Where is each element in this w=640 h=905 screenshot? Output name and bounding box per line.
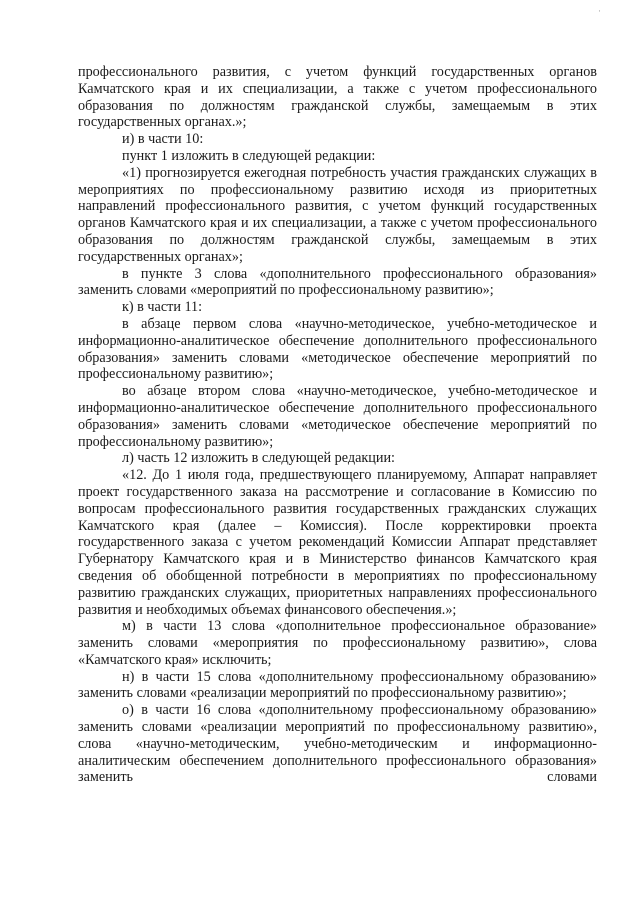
paragraph-6: к) в части 11:: [122, 299, 203, 316]
paragraph-9: л) часть 12 изложить в следующей редакции:: [122, 450, 395, 467]
paragraph-7: в абзаце первом слова «научно-методическое, учебно-методическое и информационно-аналитическое обеспечение дополнительного профессионального образования» заменить словами «методическое обеспечение мероприятий по профессиональному развитию»;: [78, 315, 597, 383]
document-body: [78, 64, 597, 786]
paragraph-13: о) в части 16 слова «дополнительному профессиональному образованию» заменить словами «реализации мероприятий по профессиональному развитию», слова «научно-методическим, учебно-методическим и информационно-аналитическим обеспечением дополнительного профессионального образования» заменить словами: [78, 702, 597, 786]
paragraph-8: во абзаце втором слова «научно-методическое, учебно-методическое и информационно-аналитическое обеспечение дополнительного профессионального образования» заменить словами «методическое обеспечение мероприятий по профессиональному развитию»;: [78, 383, 597, 450]
paragraph-3: пункт 1 изложить в следующей редакции:: [122, 147, 376, 164]
paragraph-12: н) в части 15 слова «дополнительному профессиональному образованию» заменить словами «реализации мероприятий по профессиональному развитию»;: [78, 668, 597, 702]
paragraph-2: и) в части 10:: [122, 131, 204, 148]
paragraph-1: профессионального развития, с учетом функций государственных органов Камчатского края и их специализации, а также с учетом профессионального образования по должностям гражданской службы, замещаемым в этих государственных органах.»;: [78, 64, 597, 131]
paragraph-10: «12. До 1 июля года, предшествующего планируемому, Аппарат направляет проект государственного заказа на рассмотрение и согласование в Комиссию по вопросам профессионального развития государственных гражданских служащих Камчатского края (далее – Комиссия). После корректировки проекта государственного заказа с учетом рекомендаций Комиссии Аппарат представляет Губернатору Камчатского края и в Министерство финансов Камчатского края сведения об обобщенной потребности в мероприятиях по профессиональному развитию гражданских служащих, приоритетных направлениях профессионального развития и необходимых объемах финансового обеспечения.»;: [78, 467, 597, 618]
paragraph-11: м) в части 13 слова «дополнительное профессиональное образование» заменить словами «мероприятия по профессиональному развитию», слова «Камчатского края» исключить;: [78, 618, 597, 668]
paragraph-4: «1) прогнозируется ежегодная потребность участия гражданских служащих в мероприятиях по профессиональному развитию исходя из приоритетных направлений профессионального развития, с учетом функций государственных органов Камчатского края и их специализации, а также с учетом профессионального образования по должностям гражданской службы, замещаемым в этих государственных органах»;: [78, 164, 597, 265]
scan-corner-mark: ·: [598, 6, 601, 16]
paragraph-5: в пункте 3 слова «дополнительного профессионального образования» заменить словами «мероприятий по профессиональному развитию»;: [78, 265, 597, 299]
